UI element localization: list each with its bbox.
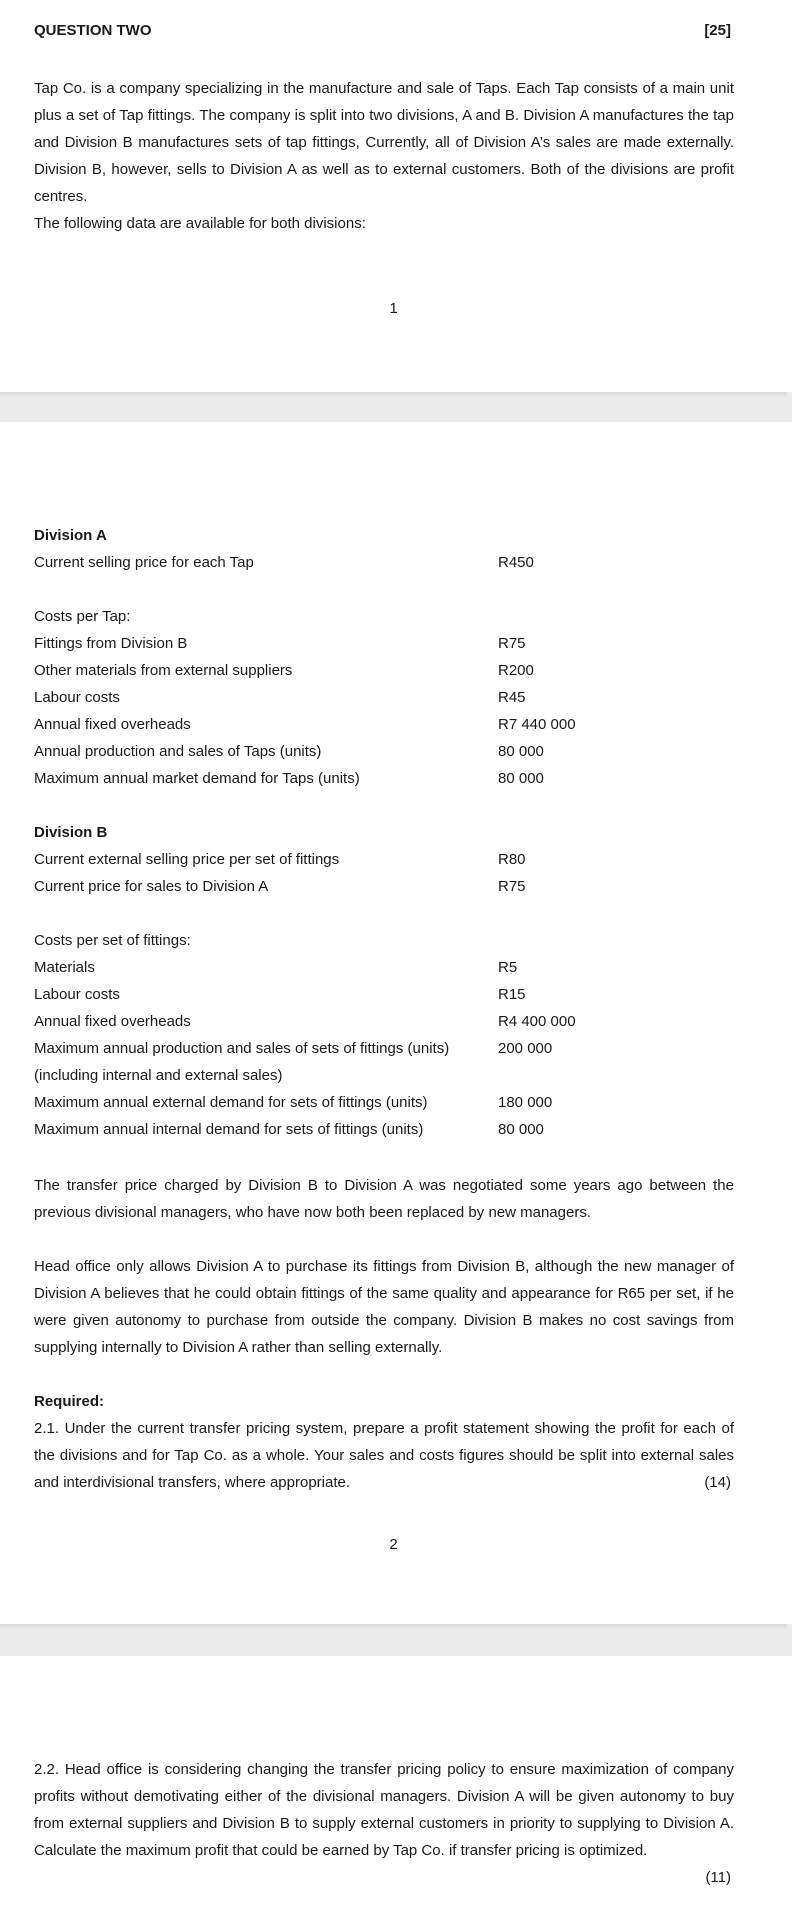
page-3	[0, 1656, 787, 1920]
required-label: Required:	[34, 1393, 105, 1410]
division-a-row: Maximum annual market demand for Taps (units) 80 000	[34, 770, 544, 787]
division-b-row: Maximum annual internal demand for sets of fittings (units) 80 000	[34, 1121, 544, 1138]
transfer-price-paragraph: The transfer price charged by Division B to Division A was negotiated some years ago between the previous divisional managers, who have now both been replaced by new managers.	[34, 1177, 734, 1221]
page-gap	[0, 1624, 792, 1656]
page-2	[0, 422, 787, 1624]
division-b-row: Materials R5	[34, 959, 518, 976]
division-b-row: Labour costs R15	[34, 986, 526, 1003]
division-a-title: Division A	[34, 527, 107, 544]
data-available-text: The following data are available for both divisions:	[34, 215, 366, 232]
division-a-row: Annual production and sales of Taps (units) 80 000	[34, 743, 544, 760]
division-b-row: (including internal and external sales)	[34, 1067, 283, 1084]
division-b-price-row: Current external selling price per set of fittings R80	[34, 851, 526, 868]
division-b-row: Maximum annual external demand for sets of fittings (units) 180 000	[34, 1094, 553, 1111]
question-2-2: 2.2. Head office is considering changing the transfer pricing policy to ensure maximization of company profits without demotivating either of the divisional managers. Division A will be given autonomy to buy from external suppliers and Division B to supply external customers in priority to supplying to Division A. Calculate the maximum profit that could be earned by Tap Co. if transfer pricing is optimized.	[34, 1761, 734, 1859]
page-number: 2	[389, 1536, 398, 1553]
division-a-row: Annual fixed overheads R7 440 000	[34, 716, 576, 733]
intro-paragraph: Tap Co. is a company specializing in the manufacture and sale of Taps. Each Tap consists of a main unit plus a set of Tap fittings. The company is split into two divisions, A and B. Division A manufactures the tap and Division B manufactures sets of tap fittings, Currently, all of Division A’s sales are made externally. Division B, however, sells to Division A as well as to external customers. Both of the divisions are profit centres.	[34, 80, 734, 205]
question-2-1: 2.1. Under the current transfer pricing system, prepare a profit statement showing the profit for each of the divisions and for Tap Co. as a whole. Your sales and costs figures should be split into external sales and interdivisional transfers, where appropriate.	[34, 1420, 734, 1491]
head-office-paragraph: Head office only allows Division A to purchase its fittings from Division B, although the new manager of Division A believes that he could obtain fittings of the same quality and appearance for R65 per set, if he were given autonomy to purchase from outside the company. Division B makes no cost savings from supplying internally to Division A rather than selling externally.	[34, 1258, 734, 1356]
division-b-costs-title: Costs per set of fittings:	[34, 932, 191, 949]
division-a-row: Other materials from external suppliers R200	[34, 662, 534, 679]
division-b-price-row: Current price for sales to Division A R75	[34, 878, 526, 895]
division-a-costs-title: Costs per Tap:	[34, 608, 131, 625]
division-b-row: Annual fixed overheads R4 400 000	[34, 1013, 576, 1030]
total-marks: [25]	[704, 22, 731, 39]
question-heading: QUESTION TWO	[34, 22, 152, 39]
division-b-row: Maximum annual production and sales of sets of fittings (units) 200 000	[34, 1040, 553, 1057]
division-b-title: Division B	[34, 824, 108, 841]
division-a-selling-row: Current selling price for each Tap R450	[34, 554, 534, 571]
page-1	[0, 0, 787, 392]
division-a-row: Fittings from Division B R75	[34, 635, 526, 652]
question-2-2-marks: (11)	[705, 1869, 731, 1886]
page-gap	[0, 392, 792, 422]
question-2-1-marks: (14)	[704, 1474, 731, 1491]
page-number: 1	[389, 300, 398, 317]
division-a-row: Labour costs R45	[34, 689, 526, 706]
